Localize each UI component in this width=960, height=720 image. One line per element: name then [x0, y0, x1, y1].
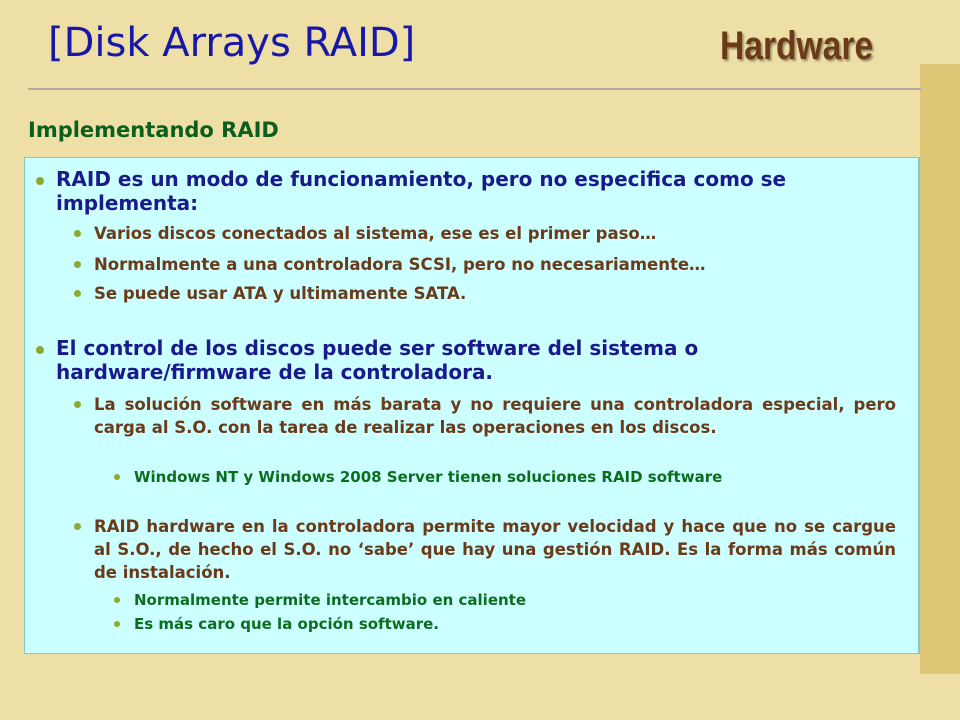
bullet-dot-icon [114, 474, 120, 480]
sub-bullet-item-1-1 [94, 222, 854, 245]
sub-bullet-item-1-2 [94, 253, 874, 276]
bullet-text: Normalmente permite intercambio en caliente [134, 591, 527, 609]
bullet-text: Windows NT y Windows 2008 Server tienen soluciones RAID software [134, 468, 723, 486]
bullet-text: RAID es un modo de funcionamiento, pero no especifica como se implementa: [56, 167, 787, 215]
sub-sub-bullet-item-2-1-1 [134, 467, 894, 487]
sub-bullet-item-2-1 [94, 393, 896, 439]
bullet-dot-icon [74, 230, 81, 237]
sub-bullet-item-1-3 [94, 282, 854, 305]
bullet-text: La solución software en más barata y no requiere una controladora especial, pero carga al S.O. con la tarea de realizar las operaciones en los discos. [94, 395, 896, 437]
bullet-text: Es más caro que la opción software. [134, 615, 439, 633]
bullet-text: RAID hardware en la controladora permite mayor velocidad y hace que no se cargue al S.O., de hecho el S.O. no ‘sabe’ que hay una gestión RAID. Es la forma más común de instalación. [94, 517, 896, 582]
bullet-dot-icon [36, 177, 44, 185]
slide-title: [Disk Arrays RAID] [48, 20, 416, 66]
sub-bullet-item-2-2 [94, 515, 896, 584]
bullet-dot-icon [74, 290, 81, 297]
bullet-text: Normalmente a una controladora SCSI, pero no necesariamente… [94, 255, 706, 274]
bullet-dot-icon [114, 597, 120, 603]
bullet-dot-icon [36, 346, 44, 354]
bullet-dot-icon [74, 523, 81, 530]
section-subtitle: Implementando RAID [28, 118, 279, 142]
bullet-dot-icon [74, 261, 81, 268]
right-decorative-bar [920, 64, 960, 674]
brand-label: Hardware [720, 24, 874, 68]
bullet-text: El control de los discos puede ser software del sistema o hardware/firmware de la controladora. [56, 336, 699, 384]
bullet-item-2 [56, 336, 836, 384]
bullet-text: Varios discos conectados al sistema, ese es el primer paso… [94, 224, 657, 243]
sub-sub-bullet-item-2-2-2 [134, 614, 894, 634]
bullet-dot-icon [74, 401, 81, 408]
bullet-dot-icon [114, 621, 120, 627]
bullet-text: Se puede usar ATA y ultimamente SATA. [94, 284, 467, 303]
title-divider [28, 88, 921, 90]
sub-sub-bullet-item-2-2-1 [134, 590, 894, 610]
bullet-item-1 [56, 167, 866, 215]
